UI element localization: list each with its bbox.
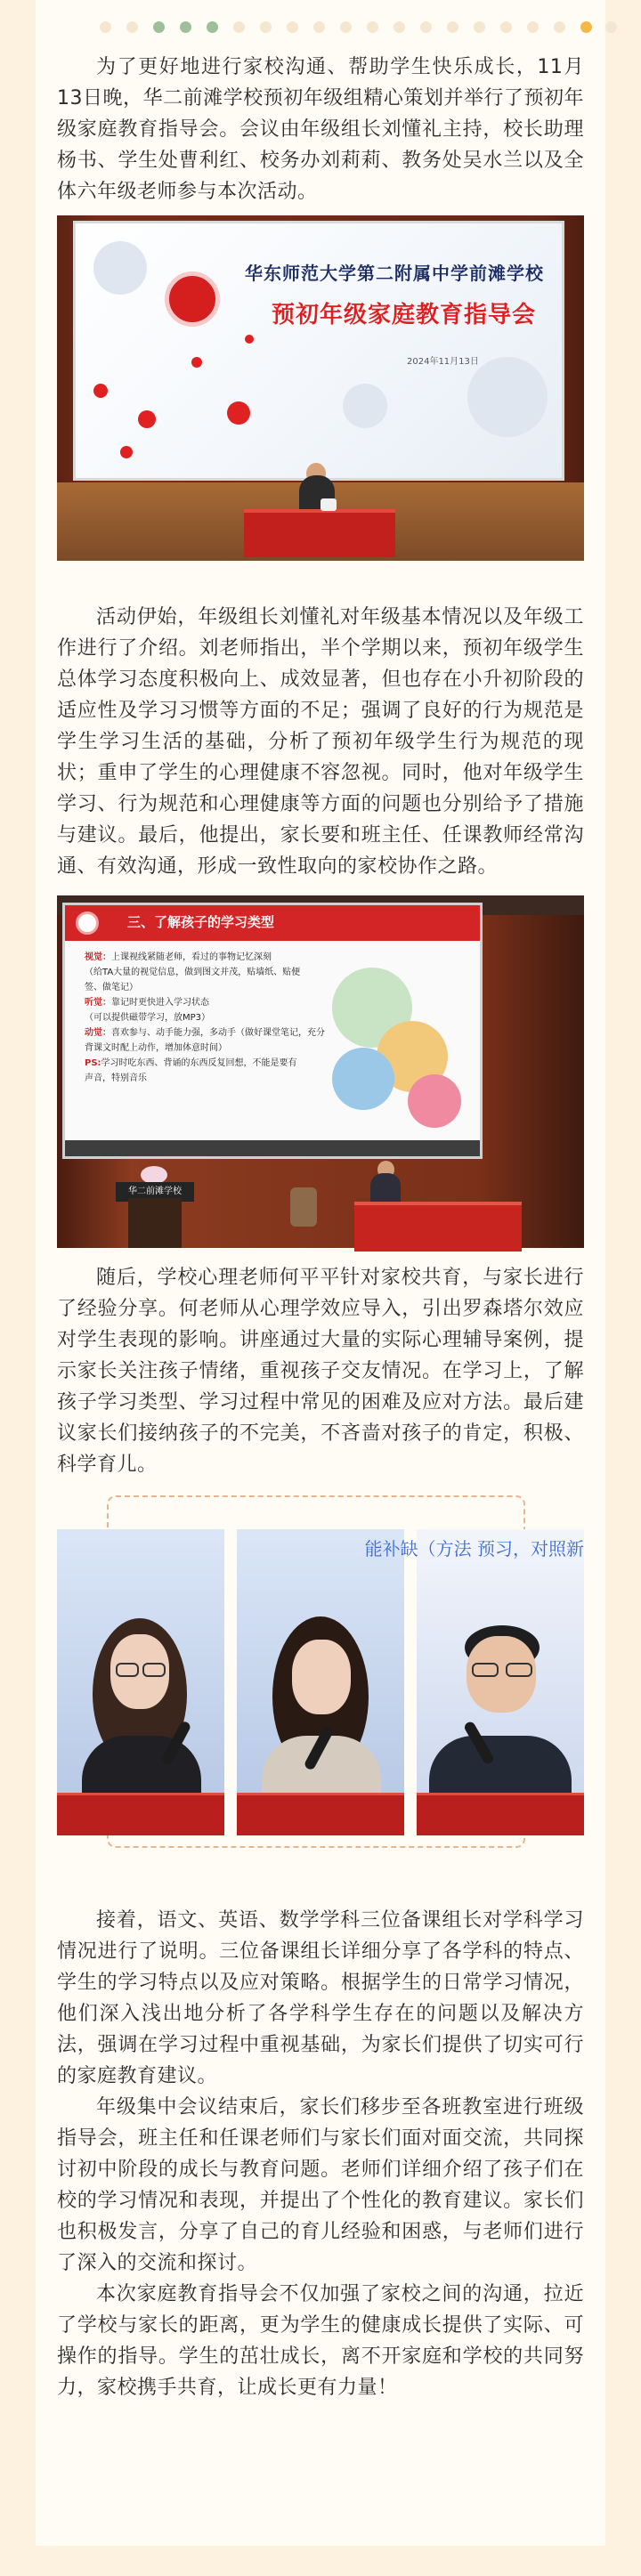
- paragraph-grade-intro: 活动伊始，年级组长刘懂礼对年级基本情况以及年级工作进行了介绍。刘老师指出，半个学期以来，预初年级学生总体学习态度积极向上、成效显著，但也存在小升初阶段的适应性及学习习惯等方面的不足；强调了良好的行为规范是学生学习生活的基础，分析了预初年级学生行为规范的现状；重申了学生的心理健康不容忽视。同时，他对年级学生学习、行为规范和心理健康等方面的问题也分别给予了措施与建议。最后，他提出，家长要和班主任、任课教师经常沟通、有效沟通，形成一致性取向的家校协作之路。: [57, 606, 584, 878]
- slide-line: [85, 1071, 316, 1086]
- slide-line-text: 声音，特别音乐: [85, 1073, 147, 1083]
- slide-line: [85, 980, 316, 995]
- slide-line: [85, 1010, 316, 1025]
- slide-line-text: （可以提供磁带学习，放MP3）: [85, 1013, 211, 1023]
- red-desk-2: [354, 1202, 522, 1252]
- slide-line-text: 学习时吃东西、背诵的东西反复回想，不能是要有: [101, 1058, 297, 1068]
- slide-line-text: 靠记时更快进入学习状态: [111, 998, 209, 1008]
- slide-line: [85, 965, 316, 980]
- slide-line-text: 签、做笔记）: [85, 983, 138, 992]
- portrait-teacher-3: [364, 1529, 584, 1835]
- speaker-figure-2: [370, 1173, 401, 1205]
- slide-screen: [62, 903, 483, 1159]
- portrait-teacher-2: [237, 1529, 404, 1835]
- slide-line: [85, 1056, 316, 1071]
- red-desk: [244, 509, 395, 557]
- slide-line: [85, 1025, 325, 1041]
- slide-content: [85, 950, 325, 1086]
- school-logo-icon: [165, 271, 220, 327]
- projection-screen: [73, 221, 564, 481]
- screen-date: 2024年11月13日: [407, 357, 479, 367]
- slide-line-key: 听觉：: [85, 998, 111, 1008]
- screen-title: 预初年级家庭教育指导会: [272, 302, 537, 328]
- slide-title: 三、了解孩子的学习类型: [127, 914, 275, 930]
- decorative-dots: [100, 21, 616, 36]
- paragraph-conclusion: 本次家庭教育指导会不仅加强了家校之间的沟通，拉近了学校与家长的距离，更为学生的健康成长提供了实际、可操作的指导。学生的茁壮成长，离不开家庭和学校的共同努力，家校携手共育，让成长更有力量！: [57, 2283, 584, 2399]
- podium-label: 华二前滩学校: [116, 1182, 194, 1202]
- paragraph-subjects: 接着，语文、英语、数学学科三位备课组长对学科学习情况进行了说明。三位备课组长详细分享了各学科的特点、学生的学习特点以及应对策略。根据学生的日常学习情况，他们深入浅出地分析了各学科学生存在的问题以及解决方法，强调在学习过程中重视基础，为家长们提供了切实可行的家庭教育建议。: [57, 1909, 584, 2087]
- portrait-teacher-1: [57, 1529, 224, 1835]
- slide-line-text: 喜欢参与、动手能力强，多动手（做好课堂笔记，充分: [111, 1028, 325, 1038]
- paragraph-class-meeting: 年级集中会议结束后，家长们移步至各班教室进行班级指导会，班主任和任课老师们与家长们面对面交流，共同探讨初中阶段的成长与教育问题。老师们详细介绍了孩子们在校的学习情况和表现，并提出了个性化的教育建议。家长们也积极发言，分享了自己的育儿经验和困惑，与老师们进行了深入的交流和探讨。: [57, 2096, 584, 2274]
- slide-line-text: （给TA大量的视觉信息，做到图文并茂，贴墙纸、贴便: [85, 968, 301, 977]
- slide-line: [85, 995, 316, 1010]
- paragraph-intro: 为了更好地进行家校沟通、帮助学生快乐成长，11月13日晚，华二前滩学校预初年级组精心策划并举行了预初年级家庭教育指导会。会议由年级组长刘懂礼主持，校长助理杨书、学生处曹利红、校务办刘莉莉、教务处吴水兰以及全体六年级老师参与本次活动。: [57, 56, 584, 203]
- slide-line-key: 动觉：: [85, 1028, 111, 1038]
- podium: [128, 1198, 182, 1248]
- meeting-photo-1: [57, 215, 584, 561]
- slide-line-key: 视觉：: [85, 952, 111, 962]
- portrait-background-text: 能补缺（方法 预习，对照新: [364, 1538, 584, 1559]
- slide-line: [85, 1041, 316, 1056]
- paragraph-psychology: 随后，学校心理老师何平平针对家校共育，与家长进行了经验分享。何老师从心理学效应导入，引出罗森塔尔效应对学生表现的影响。讲座通过大量的实际心理辅导案例，提示家长关注孩子情绪，重视孩子交友情况。在学习上，了解孩子学习类型、学习过程中常见的困难及应对方法。最后建议家长们接纳孩子的不完美，不吝啬对孩子的肯定，积极、科学育儿。: [57, 1267, 584, 1476]
- slide-line: [85, 950, 316, 965]
- screen-school-name: 华东师范大学第二附属中学前滩学校: [245, 263, 544, 284]
- slide-line-text: 上课视线紧随老师，看过的事物记忆深刻: [111, 952, 272, 962]
- meeting-photo-2: [57, 895, 584, 1248]
- slide-line-key: PS:: [85, 1058, 101, 1068]
- slide-line-text: 背课文时配上动作，增加体意时间）: [85, 1043, 227, 1053]
- slide-logo-icon: [76, 911, 99, 935]
